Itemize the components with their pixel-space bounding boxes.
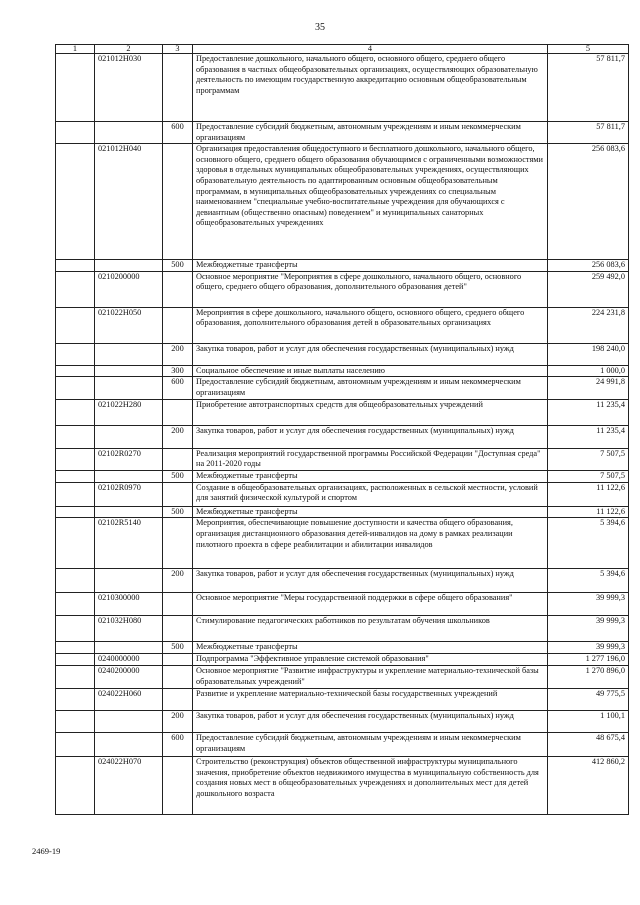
row-code: 021012Н040 xyxy=(95,144,163,260)
row-amount: 5 394,6 xyxy=(548,518,629,569)
table-row xyxy=(56,144,629,260)
row-amount: 7 507,5 xyxy=(548,470,629,482)
row-expense-type: 200 xyxy=(163,425,193,448)
row-empty-cell xyxy=(56,732,95,756)
column-number-row xyxy=(56,45,629,54)
row-empty-cell xyxy=(56,593,95,616)
row-amount: 259 492,0 xyxy=(548,271,629,307)
page-number: 35 xyxy=(315,22,325,33)
row-expense-type xyxy=(163,653,193,665)
row-empty-cell xyxy=(56,518,95,569)
row-code: 0240000000 xyxy=(95,653,163,665)
table-row xyxy=(56,616,629,642)
row-expense-type xyxy=(163,756,193,814)
row-amount: 39 999,3 xyxy=(548,616,629,642)
row-description: Организация предоставления общедоступного и бесплатного дошкольного, начального общего, основного общего, среднего общего образования обучающимся с ограниченными возможностями здоровья в отдельных муниципальных общеобразовательных учреждениях, осуществляющих образовательную деятельность по адаптированным основным общеобразовательным программам, в муниципальных общеобразовательных учреждениях со специальным наименованием "специальные учебно-воспитательные учреждения для обучающихся с девиантным (общественно опасным) поведением" и муниципальных санаторных общеобразовательных учреждениях xyxy=(193,144,548,260)
row-amount: 57 811,7 xyxy=(548,54,629,122)
row-expense-type xyxy=(163,307,193,343)
row-empty-cell xyxy=(56,482,95,506)
row-code: 02102R0270 xyxy=(95,448,163,470)
row-description: Закупка товаров, работ и услуг для обеспечения государственных (муниципальных) нужд xyxy=(193,343,548,365)
row-amount: 224 231,8 xyxy=(548,307,629,343)
table-row xyxy=(56,688,629,710)
row-empty-cell xyxy=(56,470,95,482)
document-code: 2469-19 xyxy=(32,846,61,856)
table-row xyxy=(56,710,629,732)
row-expense-type xyxy=(163,688,193,710)
row-empty-cell xyxy=(56,271,95,307)
row-expense-type: 600 xyxy=(163,732,193,756)
table-row xyxy=(56,569,629,593)
row-expense-type: 500 xyxy=(163,470,193,482)
table-row xyxy=(56,365,629,377)
column-number-2: 2 xyxy=(95,45,163,54)
row-expense-type xyxy=(163,54,193,122)
row-amount: 198 240,0 xyxy=(548,343,629,365)
row-code xyxy=(95,377,163,399)
row-amount: 11 235,4 xyxy=(548,399,629,425)
table-row xyxy=(56,425,629,448)
row-code: 021032Н080 xyxy=(95,616,163,642)
row-expense-type: 200 xyxy=(163,569,193,593)
row-code: 02102R5140 xyxy=(95,518,163,569)
row-empty-cell xyxy=(56,260,95,272)
row-description: Межбюджетные трансферты xyxy=(193,642,548,654)
row-empty-cell xyxy=(56,653,95,665)
row-description: Межбюджетные трансферты xyxy=(193,506,548,518)
row-description: Закупка товаров, работ и услуг для обеспечения государственных (муниципальных) нужд xyxy=(193,710,548,732)
row-description: Межбюджетные трансферты xyxy=(193,470,548,482)
row-empty-cell xyxy=(56,616,95,642)
row-description: Подпрограмма "Эффективное управление системой образования" xyxy=(193,653,548,665)
table-row xyxy=(56,260,629,272)
row-expense-type xyxy=(163,616,193,642)
row-code: 021012Н030 xyxy=(95,54,163,122)
row-expense-type xyxy=(163,482,193,506)
row-amount: 7 507,5 xyxy=(548,448,629,470)
table-row xyxy=(56,307,629,343)
row-code: 0210300000 xyxy=(95,593,163,616)
row-code xyxy=(95,732,163,756)
row-expense-type: 300 xyxy=(163,365,193,377)
row-empty-cell xyxy=(56,377,95,399)
row-description: Стимулирование педагогических работников по результатам обучения школьников xyxy=(193,616,548,642)
row-empty-cell xyxy=(56,569,95,593)
row-amount: 11 122,6 xyxy=(548,482,629,506)
row-amount: 412 860,2 xyxy=(548,756,629,814)
row-empty-cell xyxy=(56,144,95,260)
row-code xyxy=(95,260,163,272)
row-code xyxy=(95,506,163,518)
row-expense-type xyxy=(163,448,193,470)
table-row xyxy=(56,482,629,506)
row-code xyxy=(95,425,163,448)
row-amount: 57 811,7 xyxy=(548,122,629,144)
row-description: Основное мероприятие "Развитие инфраструктуры и укрепление материально-технической базы образовательных учреждений" xyxy=(193,665,548,688)
table-row xyxy=(56,518,629,569)
row-expense-type: 500 xyxy=(163,260,193,272)
row-code xyxy=(95,365,163,377)
table-row xyxy=(56,665,629,688)
row-code xyxy=(95,710,163,732)
row-description: Предоставление дошкольного, начального общего, основного общего, среднего общего образования в частных общеобразовательных организациях, осуществляющих образовательную деятельность по имеющим государственную аккредитацию основным общеобразовательным программам xyxy=(193,54,548,122)
column-number-3: 3 xyxy=(163,45,193,54)
row-code: 024022Н060 xyxy=(95,688,163,710)
table-row xyxy=(56,593,629,616)
row-description: Закупка товаров, работ и услуг для обеспечения государственных (муниципальных) нужд xyxy=(193,425,548,448)
row-code: 0240200000 xyxy=(95,665,163,688)
row-expense-type xyxy=(163,518,193,569)
row-empty-cell xyxy=(56,399,95,425)
row-expense-type xyxy=(163,271,193,307)
row-expense-type: 200 xyxy=(163,710,193,732)
row-expense-type: 500 xyxy=(163,642,193,654)
column-number-1: 1 xyxy=(56,45,95,54)
row-expense-type xyxy=(163,399,193,425)
table-row xyxy=(56,377,629,399)
row-description: Строительство (реконструкция) объектов общественной инфраструктуры муниципального значения, приобретение объектов недвижимого имущества в муниципальную собственность для создания новых мест в общеобразовательных учреждениях и дополнительных мест для детей дошкольного возраста xyxy=(193,756,548,814)
row-empty-cell xyxy=(56,506,95,518)
row-amount: 24 991,8 xyxy=(548,377,629,399)
row-empty-cell xyxy=(56,54,95,122)
row-expense-type xyxy=(163,665,193,688)
row-code xyxy=(95,470,163,482)
row-description: Основное мероприятие "Мероприятия в сфере дошкольного, начального общего, основного общего, среднего общего образования, дополнительного образования детей" xyxy=(193,271,548,307)
table-row xyxy=(56,732,629,756)
row-code: 02102R0970 xyxy=(95,482,163,506)
row-description: Реализация мероприятий государственной программы Российской Федерации "Доступная среда" на 2011-2020 годы xyxy=(193,448,548,470)
row-empty-cell xyxy=(56,307,95,343)
table-row xyxy=(56,470,629,482)
table-row xyxy=(56,756,629,814)
row-amount: 11 122,6 xyxy=(548,506,629,518)
row-code: 021022Н050 xyxy=(95,307,163,343)
row-description: Межбюджетные трансферты xyxy=(193,260,548,272)
budget-table xyxy=(55,44,629,815)
row-amount: 1 000,0 xyxy=(548,365,629,377)
row-description: Основное мероприятие "Меры государственной поддержки в сфере общего образования" xyxy=(193,593,548,616)
row-empty-cell xyxy=(56,122,95,144)
row-amount: 49 775,5 xyxy=(548,688,629,710)
row-expense-type: 600 xyxy=(163,377,193,399)
row-amount: 11 235,4 xyxy=(548,425,629,448)
row-expense-type: 200 xyxy=(163,343,193,365)
row-expense-type: 500 xyxy=(163,506,193,518)
row-amount: 1 270 896,0 xyxy=(548,665,629,688)
row-amount: 39 999,3 xyxy=(548,593,629,616)
row-code xyxy=(95,343,163,365)
row-amount: 48 675,4 xyxy=(548,732,629,756)
table-row xyxy=(56,54,629,122)
row-description: Предоставление субсидий бюджетным, автономным учреждениям и иным некоммерческим организациям xyxy=(193,122,548,144)
row-empty-cell xyxy=(56,710,95,732)
row-description: Предоставление субсидий бюджетным, автономным учреждениям и иным некоммерческим организациям xyxy=(193,732,548,756)
row-description: Приобретение автотранспортных средств для общеобразовательных учреждений xyxy=(193,399,548,425)
row-empty-cell xyxy=(56,425,95,448)
table-row xyxy=(56,271,629,307)
row-description: Закупка товаров, работ и услуг для обеспечения государственных (муниципальных) нужд xyxy=(193,569,548,593)
row-description: Социальное обеспечение и иные выплаты населению xyxy=(193,365,548,377)
row-empty-cell xyxy=(56,365,95,377)
row-expense-type: 600 xyxy=(163,122,193,144)
row-empty-cell xyxy=(56,756,95,814)
table-row xyxy=(56,653,629,665)
table-body xyxy=(56,45,629,815)
row-amount: 256 083,6 xyxy=(548,260,629,272)
row-amount: 1 277 196,0 xyxy=(548,653,629,665)
row-code: 024022Н070 xyxy=(95,756,163,814)
row-expense-type xyxy=(163,144,193,260)
table-row xyxy=(56,506,629,518)
table-row xyxy=(56,448,629,470)
row-code: 0210200000 xyxy=(95,271,163,307)
row-amount: 39 999,3 xyxy=(548,642,629,654)
row-expense-type xyxy=(163,593,193,616)
row-empty-cell xyxy=(56,665,95,688)
row-code xyxy=(95,122,163,144)
row-code: 021022Н280 xyxy=(95,399,163,425)
row-empty-cell xyxy=(56,642,95,654)
row-description: Мероприятия, обеспечивающие повышение доступности и качества общего образования, организация дистанционного образования детей-инвалидов на дому в рамках реализации пилотного проекта в сфере реабилитации и абилитации инвалидов xyxy=(193,518,548,569)
table-row xyxy=(56,399,629,425)
row-empty-cell xyxy=(56,448,95,470)
table-row xyxy=(56,122,629,144)
row-description: Мероприятия в сфере дошкольного, начального общего, основного общего, среднего общего образования, дополнительного образования детей в образовательных организациях xyxy=(193,307,548,343)
table-row xyxy=(56,343,629,365)
row-description: Предоставление субсидий бюджетным, автономным учреждениям и иным некоммерческим организациям xyxy=(193,377,548,399)
row-empty-cell xyxy=(56,343,95,365)
column-number-4: 4 xyxy=(193,45,548,54)
row-code xyxy=(95,642,163,654)
row-description: Создание в общеобразовательных организациях, расположенных в сельской местности, условий для занятий физической культурой и спортом xyxy=(193,482,548,506)
row-amount: 5 394,6 xyxy=(548,569,629,593)
column-number-5: 5 xyxy=(548,45,629,54)
row-amount: 256 083,6 xyxy=(548,144,629,260)
row-description: Развитие и укрепление материально-технической базы государственных учреждений xyxy=(193,688,548,710)
row-amount: 1 100,1 xyxy=(548,710,629,732)
row-empty-cell xyxy=(56,688,95,710)
table-row xyxy=(56,642,629,654)
row-code xyxy=(95,569,163,593)
